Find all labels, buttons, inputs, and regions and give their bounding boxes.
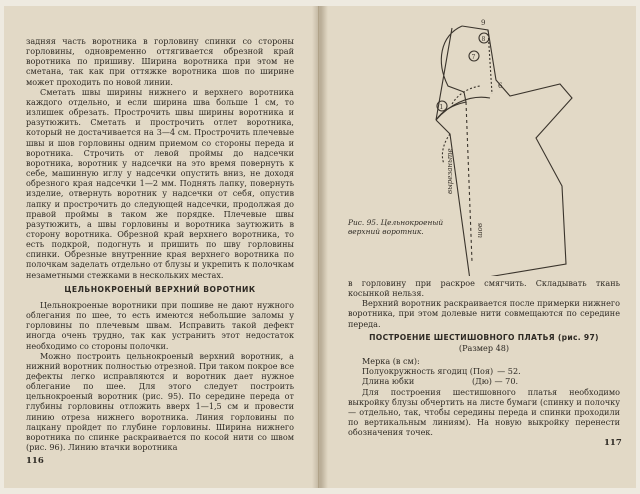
left-paragraph: Можно построить цельнокроеный верхний воротник, а нижний воротник полностью отрезной. При таком покрое все дефекты легко исправляются и воротник дает нужное облегание по шее. Для этого следует построить цельнокроеный воротник (рис. 95). По середине переда от глубины горловины отложить вверх 1—1,5 см и провести линию отреза нижнего воротника. Линия горловины по лацкану пройдет по глубине горловины. Ширина нижнего воротника по спинке раскраивается по косой нити со швом (рис. 96). Линию втачки воротника [26, 350, 294, 453]
left-page [4, 6, 319, 488]
section-heading: ЦЕЛЬНОКРОЕНЫЙ ВЕРХНИЙ ВОРОТНИК [64, 284, 256, 294]
book-spread [4, 6, 636, 488]
left-paragraph: задняя часть воротника в горловину спинки со стороны горловины, одновременно оттягивается обрезной край воротника по пришиву. Ширина воротника при этом не сметана, так как при оттяжке воротника шов по ширине может проходить по новой линии. [26, 36, 294, 87]
label-shov: шов [476, 223, 484, 238]
page-number-left: 116 [26, 456, 44, 466]
left-paragraph: Цельнокроеные воротники при пошиве не дают нужного облегания по шее, то есть имеются небольшие заломы у горловины по плечевым швам. Исправить такой дефект иногда очень трудно, так как устранить этот недостаток необходимо со стороны полочки. [26, 299, 294, 351]
label-6: 6 [498, 82, 503, 90]
bodice-outline [436, 26, 572, 276]
label-1: 1 [439, 104, 444, 111]
page-number-right: 117 [604, 438, 622, 448]
center-line [466, 102, 472, 262]
label-vyrez: вырезаньте [446, 148, 454, 194]
measure-value: — 52. [497, 366, 521, 377]
right-text-block [348, 278, 620, 437]
label-8: 8 [481, 36, 486, 43]
measure-label: Длина юбки [362, 376, 415, 387]
left-paragraph: Сметать швы ширины нижнего и верхнего воротника каждого отдельно, и если ширина шва больше 1 см, то излишек обрезать. Прострочить швы ширины воротника и разутюжить. Сметать и прострочить отлет воротника, который не достачивается на 3—4 см. Прострочить плечевые швы и шов горловины одним приемом со стороны переда и воротника. Строчить от левой проймы до надсечки воротника, воротник у надсечки на это время повернуть к себе, машинную иглу у надсечки опустить вниз, не доходя обрезного края надсечки 1—2 мм. Поднять лапку, повернуть изделие, отвернуть воротник у надсечки от себя, опустив лапку и прострочить до следующей надсечки, продолжая до правой проймы в таком же порядке. Плечевые швы разутюжить, а швы горловины и воротника заутюжить в сторону воротника. Обрезной край верхнего воротника, то есть подкрой, подогнуть и пришить по шву горловины спинки. Обрезные внутренние края верхнего воротника по полочкам заделать отдельно от блузы и укрепить к полочкам незаметными стежками в нескольких местах. [26, 86, 294, 280]
right-page [320, 6, 636, 488]
heading-ref: (рис. 97) [557, 332, 599, 342]
left-text-block [26, 36, 294, 452]
size-line: (Размер 48) [458, 342, 510, 353]
measure-row [348, 366, 620, 376]
measure-value: (Дю) — 70. [472, 376, 519, 387]
heading-text: ПОСТРОЕНИЕ ШЕСТИШОВНОГО ПЛАТЬЯ [369, 332, 555, 342]
book-gutter [312, 6, 328, 488]
label-9: 9 [481, 19, 486, 27]
collar-pattern-figure [340, 14, 610, 276]
measure-label: Полуокружность ягодиц (Поя) [362, 366, 494, 377]
neckline [436, 97, 490, 120]
figure-caption: Рис. 95. Цельнокроеный верхний воротник. [348, 218, 444, 236]
right-paragraph: Верхний воротник раскраивается после примерки нижнего воротника, при этом долевые нити совмещаются по середине переда. [348, 298, 620, 329]
measure-row [348, 376, 620, 386]
label-7: 7 [471, 54, 476, 61]
section-heading-right [348, 333, 620, 343]
right-paragraph: Для построения шестишовного платья необходимо выкройку блузы обчертить на листе бумаги (спинку и полочку — отдельно, так, чтобы середины переда и спинки проходили по вертикальным линиям). На новую выкройку перенести обозначения точек. [348, 386, 620, 438]
right-paragraph: в горловину при раскрое смягчить. Складывать ткань косынкой нельзя. [348, 278, 620, 299]
measures-title: Мерка (в см): [362, 356, 420, 367]
